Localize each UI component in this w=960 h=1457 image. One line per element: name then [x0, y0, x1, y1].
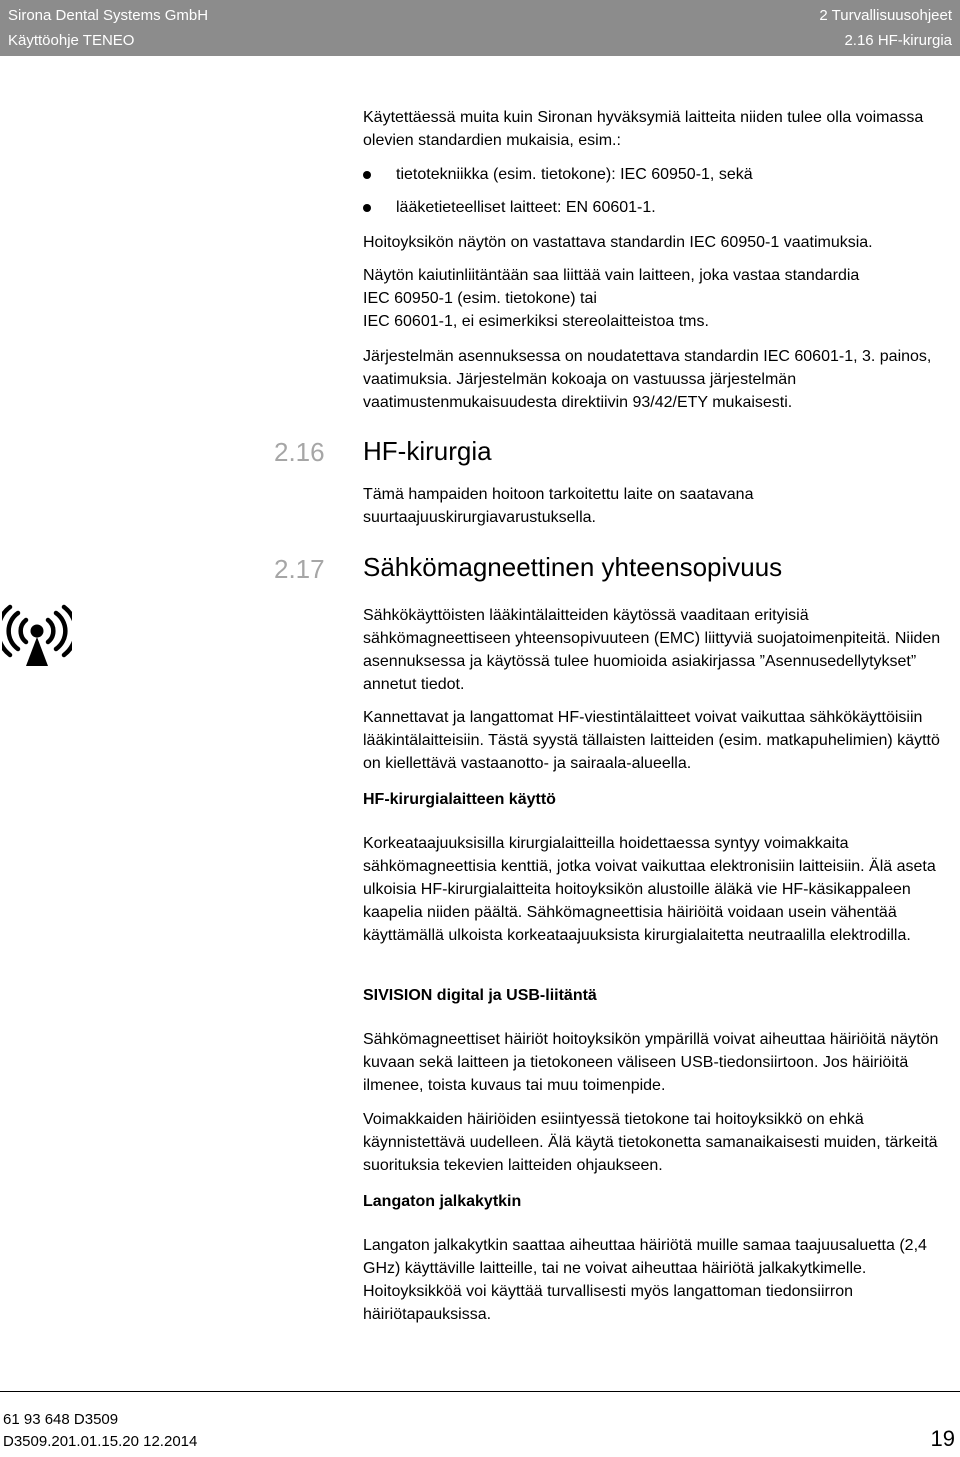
footer-revision: D3509.201.01.15.20 12.2014 — [3, 1433, 198, 1450]
intro-paragraph-3-line: IEC 60950-1 (esim. tietokone) tai — [363, 290, 597, 307]
section-paragraph: Kannettavat ja langattomat HF-viestintälaitteet voivat vaikuttaa sähkökäyttöisiin lääkintälaitteisiin. Tästä syystä tällaisten laitteiden (esim. matkapuhelimien) käyttö on kiellettävä vastaanotto- ja sairaala-alueella. — [363, 709, 940, 772]
intro-paragraph-2: Hoitoyksikön näytön on vastattava standardin IEC 60950-1 vaatimuksia. — [363, 234, 873, 251]
bullet-text: tietotekniikka (esim. tietokone): IEC 60950-1, sekä — [396, 166, 753, 183]
intro-paragraph-3-line: IEC 60601-1, ei esimerkiksi stereolaitteistoa tms. — [363, 313, 709, 330]
bullet-dot-icon — [363, 204, 371, 212]
bullet-dot-icon — [363, 171, 371, 179]
header-chapter: 2 Turvallisuusohjeet — [819, 7, 952, 24]
subsection-heading: HF-kirurgialaitteen käyttö — [363, 791, 556, 808]
footer-document-number: 61 93 648 D3509 — [3, 1411, 119, 1428]
header-company: Sirona Dental Systems GmbH — [8, 7, 209, 24]
page-number: 19 — [930, 1426, 955, 1451]
section-paragraph: Korkeataajuuksisilla kirurgialaitteilla hoidettaessa syntyy voimakkaita sähkömagneettisia kenttiä, jotka voivat vaikuttaa elektronisiin laitteisiin. Älä aseta ulkoisia HF-kirurgialaitteita hoitoyksikön alustoille äläkä vie HF-käsikappaleen kaapelia niiden päältä. Sähkömagneettisia häiriöitä voidaan usein vähentää käyttämällä ulkoista korkeataajuuksista kirurgialaitetta neutraalilla elektrodilla. — [363, 835, 936, 944]
section-paragraph: Tämä hampaiden hoitoon tarkoitettu laite on saatavana suurtaajuuskirurgiavarustuksella. — [363, 486, 754, 526]
footer-divider — [0, 1391, 960, 1392]
section-paragraph: Sähkökäyttöisten lääkintälaitteiden käytössä vaaditaan erityisiä sähkömagneettiseen yhteensopivuuteen (EMC) liittyviä suojatoimenpiteitä. Niiden asennuksessa ja käytössä tulee huomioida asiakirjassa ”Asennusedellytykset” annetut tiedot. — [363, 607, 941, 693]
section-paragraph: Langaton jalkakytkin saattaa aiheuttaa häiriötä muille samaa taajuusaluetta (2,4 GHz) käyttäville laitteille, tai ne voivat aiheuttaa häiriötä jalkakytkimelle. Hoitoyksikköä voi käyttää turvallisesti myös langattoman tiedonsiirron häiriötapauksissa. — [363, 1237, 927, 1323]
subsection-heading: SIVISION digital ja USB-liitäntä — [363, 987, 597, 1004]
header-document: Käyttöohje TENEO — [8, 32, 135, 49]
header-section: 2.16 HF-kirurgia — [844, 32, 952, 49]
intro-paragraph-4: Järjestelmän asennuksessa on noudatettava standardin IEC 60601-1, 3. painos, vaatimuksia. Järjestelmän kokoaja on vastuussa järjestelmän vaatimustenmukaisuudesta direktiivin 93/42/ETY mukaisesti. — [363, 348, 932, 411]
intro-paragraph-3-line: Näytön kaiutinliitäntään saa liittää vain laitteen, joka vastaa standardia — [363, 267, 860, 284]
intro-paragraph-3 — [363, 264, 955, 333]
section-paragraph: Voimakkaiden häiriöiden esiintyessä tietokone tai hoitoyksikkö on ehkä käynnistettävä uudelleen. Älä käytä tietokonetta samanaikaisesti muiden, tärkeitä suorituksia tekevien laitteiden ohjaukseen. — [363, 1111, 938, 1174]
section-number: 2.17 — [274, 554, 325, 584]
section-title: Sähkömagneettinen yhteensopivuus — [363, 552, 783, 582]
page-header — [0, 0, 960, 56]
non-ionizing-radiation-icon — [2, 604, 72, 668]
section-number: 2.16 — [274, 437, 325, 467]
bullet-text: lääketieteelliset laitteet: EN 60601-1. — [396, 199, 656, 216]
subsection-heading: Langaton jalkakytkin — [363, 1193, 522, 1210]
intro-paragraph-1: Käytettäessä muita kuin Sironan hyväksymiä laitteita niiden tulee olla voimassa olevien standardien mukaisia, esim.: — [363, 109, 924, 149]
section-title: HF-kirurgia — [363, 436, 492, 466]
section-paragraph: Sähkömagneettiset häiriöt hoitoyksikön ympärillä voivat aiheuttaa häiriöitä näytön kuvaan sekä laitteen ja tietokoneen väliseen USB-tiedonsiirtoon. Jos häiriöitä ilmenee, toista kuvaus tai muu toimenpide. — [363, 1031, 939, 1094]
